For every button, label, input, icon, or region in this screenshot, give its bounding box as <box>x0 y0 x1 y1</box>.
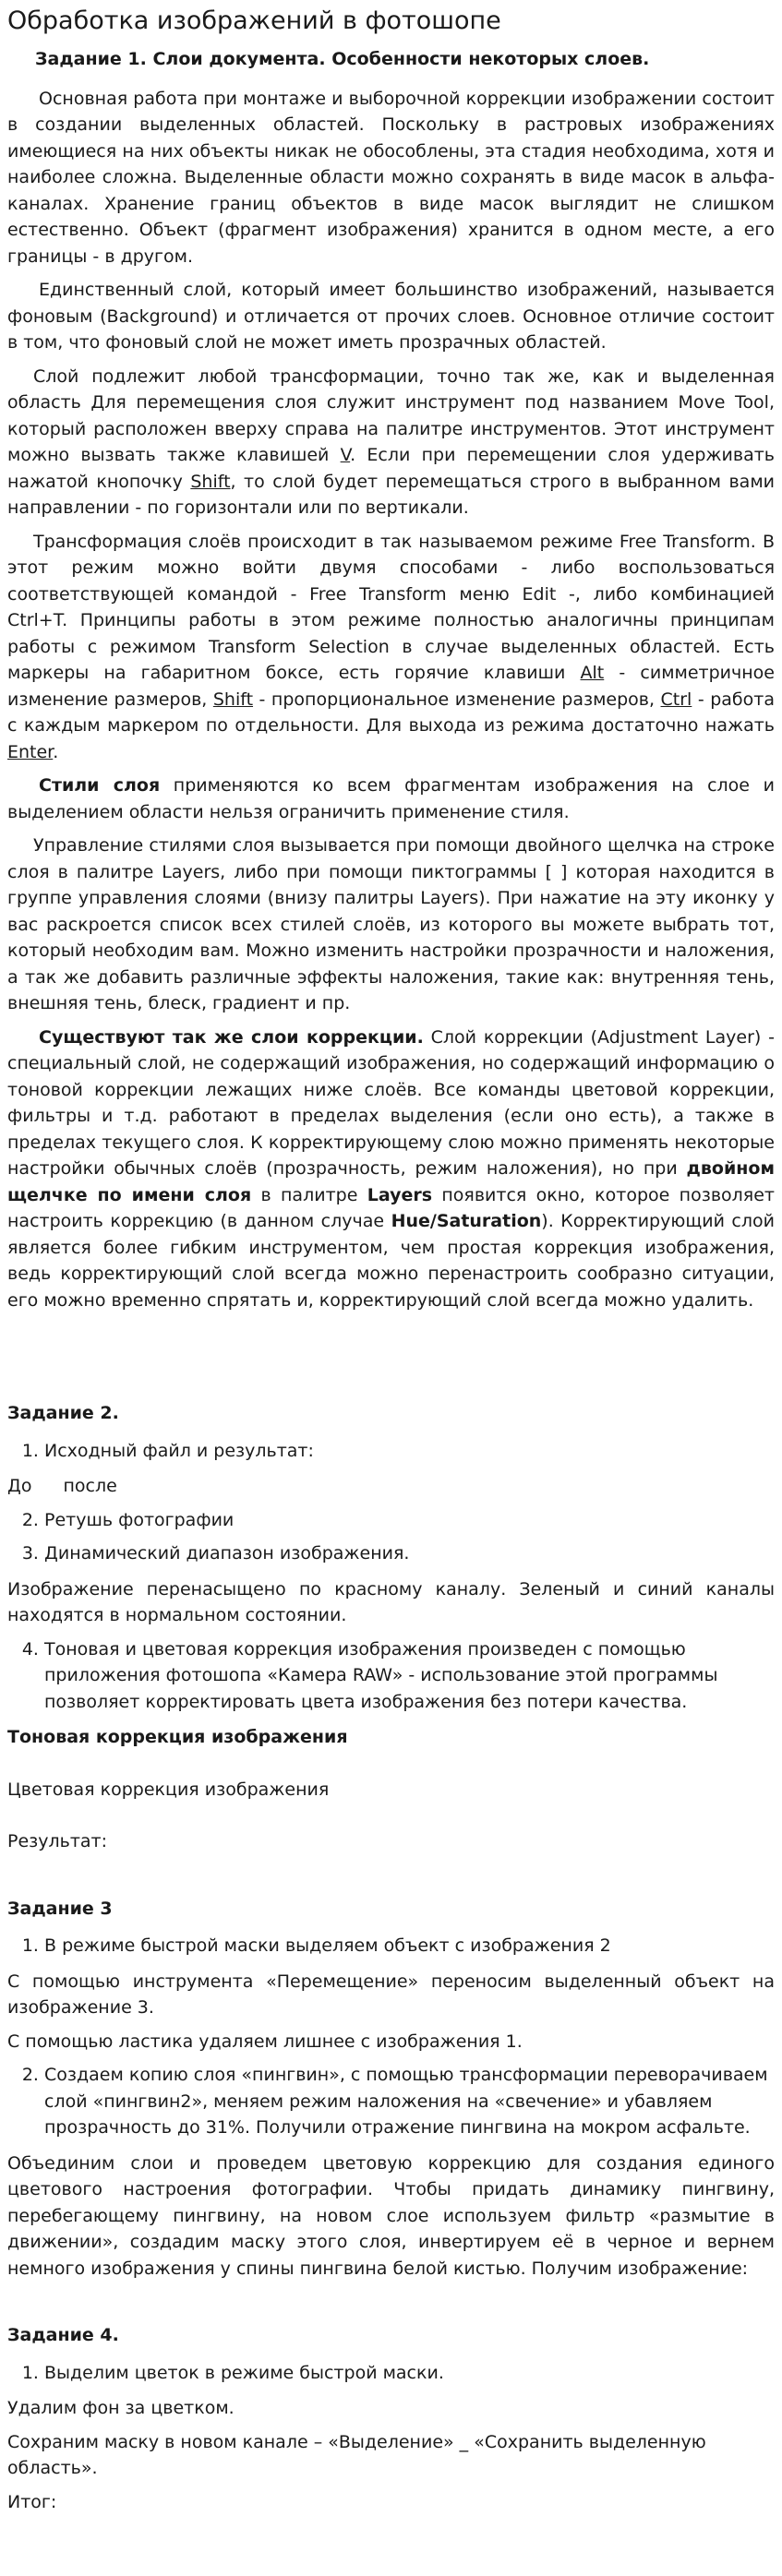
list-item: 2. Создаем копию слоя «пингвин», с помощью трансформации переворачиваем слой «пингвин2», меняем режим наложения на «свечение» и убавляем прозрачность до 31%. Получили отражение пингвина на мокром асфальте. <box>44 2062 775 2141</box>
text-run: . <box>53 741 59 762</box>
task1-paragraph-free-transform <box>7 529 775 766</box>
list-item: 2. Ретушь фотографии <box>44 1507 775 1534</box>
task4-result-label: Итог: <box>7 2491 57 2512</box>
task3-paragraph-eraser: С помощью ластика удаляем лишнее с изображения 1. <box>7 2031 523 2052</box>
task4-heading: Задание 4. <box>7 2325 119 2345</box>
hotkey-shift: Shift <box>190 471 231 492</box>
task4-paragraph-save-mask: Сохраним маску в новом канале – «Выделение» _ «Сохранить выделенную область». <box>7 2431 706 2478</box>
bold-term: Layers <box>367 1184 433 1205</box>
text-run: . Если при перемещении слоя удерживать нажатой кнопочку <box>7 445 775 492</box>
hotkey-shift: Shift <box>212 689 254 710</box>
list-item: 1. Выделим цветок в режиме быстрой маски. <box>44 2360 775 2387</box>
task1-paragraph-background: Единственный слой, который имеет большинство изображений, называется фоновым (Background) и отличается от прочих слоев. Основное отличие состоит в том, что фоновый слой не может иметь прозрачных областей. <box>7 280 775 353</box>
task4-list-1 <box>7 2360 775 2387</box>
task1-paragraph-layer-styles <box>7 773 775 825</box>
text-run: - пропорциональное изменение размеров, <box>253 689 661 710</box>
image-placeholder <box>7 1758 775 1777</box>
text-run: Слой коррекции (Adjustment Layer) - специальный слой, не содержащий изображения, но содержащий информацию о тоновой коррекции лежащих ниже слоёв. Все команды цветовой коррекции, фильтры и т.д. работают в пределах выделения (если оно есть), а также в пределах текущего слоя. К корректирующему слою можно применять некоторые настройки обычных слоёв (прозрачность, режим наложения), но при <box>7 1026 775 1179</box>
text-run: применяются ко всем фрагментам изображения на слое и выделением области нельзя ограничить применение стиля. <box>7 775 775 822</box>
task3-list-1 <box>7 1933 775 1959</box>
text-run: , то слой будет перемещаться строго в выбранном вами направлении - по горизонтали или по вертикали. <box>7 471 776 518</box>
task3-heading: Задание 3 <box>7 1898 113 1919</box>
task1-paragraph-adjustment-layers <box>7 1024 775 1314</box>
result-label: Результат: <box>7 1831 108 1851</box>
text-run: ). Корректирующий слой является более гибким инструментом, чем простая коррекция изображения, ведь корректирующий слой всегда можно перенастроить сообразно ситуации, его можно временно спрятать и, корректирующий слой всегда можно удалить. <box>7 1211 775 1311</box>
hotkey-alt: Alt <box>580 663 605 683</box>
text-run: появится окно, которое позволяет настроить коррекцию (в данном случае <box>7 1184 775 1231</box>
color-correction-label: Цветовая коррекция изображения <box>7 1779 330 1800</box>
task3-paragraph-move: С помощью инструмента «Перемещение» переносим выделенный объект на изображение 3. <box>7 1971 775 2018</box>
after-label: после <box>63 1476 117 1496</box>
task3-list-2 <box>7 2062 775 2141</box>
task2-paragraph-channels: Изображение перенасыщено по красному каналу. Зеленый и синий каналы находятся в нормальном состоянии. <box>7 1578 775 1625</box>
task4-paragraph-remove-bg: Удалим фон за цветком. <box>7 2398 235 2418</box>
bold-term: Существуют так же слои коррекции. <box>39 1026 424 1048</box>
task1-paragraph-move-tool <box>7 364 775 521</box>
list-item: 1. В режиме быстрой маски выделяем объект с изображения 2 <box>44 1933 775 1959</box>
hotkey-enter: Enter <box>7 741 54 762</box>
list-item: 1. Исходный файл и результат: <box>44 1438 775 1465</box>
task2-list-1 <box>7 1438 775 1465</box>
task1-paragraph-style-control: Управление стилями слоя вызывается при помощи двойного щелчка на строке слоя в палитре Layers, либо при помощи пиктограммы [ ] которая находится в группе управления слоями (внизу палитры Layers). При нажатие на эту иконку у вас раскроется список всех стилей слоёв, из которого вы можете выбрать тот, который необходим вам. Можно изменить настройки прозрачности и наложения, а так же добавить различные эффекты наложения, такие как: внутренняя тень, внешняя тень, блеск, градиент и пр. <box>7 835 775 1013</box>
task2-heading: Задание 2. <box>7 1403 119 1423</box>
image-placeholder <box>7 1321 775 1400</box>
list-item: 4. Тоновая и цветовая коррекция изображения произведен с помощью приложения фотошопа «Камера RAW» - использование этой программы позволяет корректировать цвета изображения без потери качества. <box>44 1636 775 1716</box>
task3-paragraph-merge: Объединим слои и проведем цветовую коррекцию для создания единого цветового настроения фотографии. Чтобы придать динамику пингвину, перебегающему пингвину, на новом слое используем фильтр «размытие в движении», создадим маску этого слоя, инвертируем её в черное и вернем немного изображения у спины пингвина белой кистью. Получим изображение: <box>7 2152 775 2279</box>
task2-list-3 <box>7 1636 775 1716</box>
text-run: Трансформация слоёв происходит в так называемом режиме Free Transform. В этот режим можно войти двумя способами - либо воспользоваться соответствующей командой - Free Transform меню Edit -, либо комбинацией Ctrl+T. Принципы работы в этом режиме полностью аналогичны принципам работы с режимом Transform Selection в случае выделенных областей. Есть маркеры на габаритном боксе, есть горячие клавиши <box>7 531 775 683</box>
hotkey-ctrl: Ctrl <box>660 689 692 710</box>
bold-term: двойном щелчке по имени слоя <box>7 1158 775 1205</box>
bold-term: Hue/Saturation <box>391 1211 542 1231</box>
image-placeholder <box>7 2289 775 2322</box>
before-after-caption <box>7 1473 775 1500</box>
task1-paragraph-selection: Основная работа при монтаже и выборочной коррекции изображении состоит в создании выделенных областей. Поскольку в растровых изображениях имеющиеся на них объекты никак не обособлены, эта стадия необходима, хотя и наиболее сложна. Выделенные области можно сохранять в виде масок в альфа-каналах. Хранение границ объектов в виде масок выглядит не слишком естественно. Объект (фрагмент изображения) хранится в одном месте, а его границы - в другом. <box>7 88 775 267</box>
hotkey-v: V <box>340 445 351 465</box>
image-placeholder <box>7 1810 775 1828</box>
image-placeholder <box>7 1863 775 1896</box>
text-run: - симметричное изменение размеров, <box>7 663 775 710</box>
before-label: До <box>7 1476 32 1496</box>
text-run: - работа с каждым маркером по отдельности. Для выхода из режима достаточно нажать <box>7 689 775 736</box>
page-title: Обработка изображений в фотошопе <box>7 6 501 35</box>
tone-correction-label: Тоновая коррекция изображения <box>7 1727 348 1747</box>
list-item: 3. Динамический диапазон изображения. <box>44 1540 775 1567</box>
task1-heading: Задание 1. Слои документа. Особенности некоторых слоев. <box>35 49 650 69</box>
text-run: Слой подлежит любой трансформации, точно так же, как и выделенная область Для перемещения слоя служит инструмент под названием Move Tool, который расположен вверху справа на палитре инструментов. Этот инструмент можно вызвать также клавишей <box>7 365 775 465</box>
bold-term: Стили слоя <box>39 775 161 796</box>
task2-list-2 <box>7 1507 775 1567</box>
text-run: в палитре <box>251 1184 367 1205</box>
